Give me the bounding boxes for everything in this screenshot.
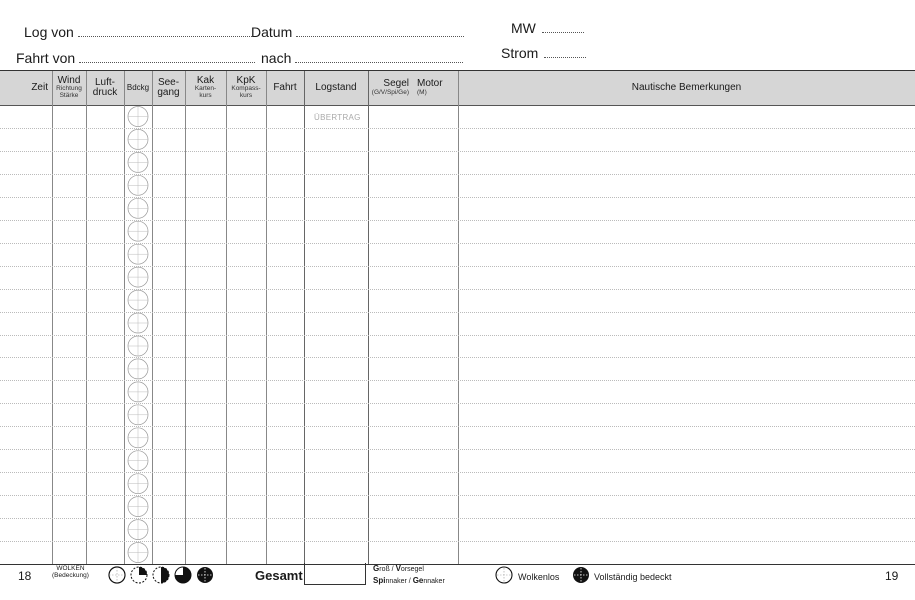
sail-v-abbr: V bbox=[395, 564, 401, 573]
log-von-line bbox=[78, 35, 254, 37]
fahrt-von-line bbox=[79, 61, 255, 63]
col-luft-label1: Luft- bbox=[94, 76, 115, 88]
col-bdckg-label: Bdckg bbox=[126, 82, 150, 92]
cloud-cover-column[interactable] bbox=[124, 105, 152, 564]
sail-legend bbox=[373, 563, 445, 587]
nach-label: nach bbox=[261, 50, 292, 66]
fahrt-von-label: Fahrt von bbox=[16, 50, 76, 66]
cloud-half-icon bbox=[153, 567, 169, 583]
column-divider bbox=[226, 71, 227, 564]
cloud-cover-circle[interactable] bbox=[128, 336, 148, 356]
nach-field[interactable] bbox=[261, 50, 463, 66]
cloud-cover-circle[interactable] bbox=[128, 198, 148, 218]
gesamt-total-box[interactable] bbox=[304, 563, 366, 585]
cloud-cover-circle[interactable] bbox=[128, 107, 148, 127]
cloud-cover-circle[interactable] bbox=[128, 405, 148, 425]
cloud-cover-circle[interactable] bbox=[128, 244, 148, 264]
page-number-left: 18 bbox=[18, 569, 32, 583]
cloud-cover-circle[interactable] bbox=[128, 290, 148, 310]
gesamt-label: Gesamt bbox=[255, 568, 303, 583]
datum-field[interactable] bbox=[251, 24, 464, 40]
cloud-overcast-icon bbox=[197, 567, 213, 583]
col-seegang bbox=[152, 71, 185, 105]
col-luftdruck bbox=[86, 71, 124, 105]
column-divider bbox=[86, 71, 87, 564]
col-kpk-sub2: kurs bbox=[239, 92, 253, 100]
sail-legend-line2 bbox=[373, 575, 445, 587]
sail-gross-text: roß / bbox=[379, 566, 396, 573]
col-segel-sub: (G/V/Spi/Ge) bbox=[371, 88, 409, 96]
cloud-cover-circle[interactable] bbox=[128, 313, 148, 333]
sail-vorsegel-text: orsegel bbox=[400, 566, 424, 573]
cloud-clear-icon bbox=[109, 567, 125, 583]
col-segel-label: Segel bbox=[383, 78, 409, 90]
column-divider bbox=[368, 71, 369, 564]
col-bemerkungen bbox=[458, 71, 915, 105]
col-kak-label: Kak bbox=[196, 74, 215, 86]
col-see-label2: gang bbox=[157, 87, 180, 98]
cloud-cover-circle[interactable] bbox=[128, 543, 148, 563]
cloud-cover-circle[interactable] bbox=[128, 175, 148, 195]
cloud-cover-circle[interactable] bbox=[128, 474, 148, 494]
col-fahrt-label: Fahrt bbox=[273, 81, 297, 93]
col-logstand-label: Logstand bbox=[315, 81, 357, 93]
cloud-cover-circle[interactable] bbox=[128, 428, 148, 448]
col-wind bbox=[52, 71, 86, 105]
column-divider bbox=[458, 71, 459, 564]
nach-line bbox=[295, 61, 463, 63]
col-fahrt bbox=[266, 71, 304, 105]
sail-spi-abbr: Spi bbox=[373, 575, 386, 585]
col-kak-sub2: kurs bbox=[199, 92, 212, 100]
cloud-cover-circle[interactable] bbox=[128, 267, 148, 287]
datum-line bbox=[296, 35, 464, 37]
col-bdckg bbox=[124, 71, 152, 105]
vollstaendig-bedeckt-label: Vollständig bedeckt bbox=[594, 572, 672, 582]
mw-field[interactable] bbox=[511, 20, 584, 36]
column-divider bbox=[152, 71, 153, 564]
sail-legend-line1 bbox=[373, 563, 445, 575]
sail-g-abbr: G bbox=[373, 564, 380, 573]
strom-label: Strom bbox=[501, 45, 539, 61]
column-divider bbox=[266, 71, 267, 564]
cloud-cover-circle[interactable] bbox=[128, 497, 148, 517]
col-kpk-label: KpK bbox=[236, 74, 256, 86]
col-kak bbox=[185, 71, 226, 105]
cloud-cover-circle[interactable] bbox=[128, 382, 148, 402]
col-motor bbox=[414, 71, 458, 105]
col-wind-label: Wind bbox=[57, 74, 81, 86]
cloud-cover-circle[interactable] bbox=[128, 451, 148, 471]
cloud-cover-legend bbox=[108, 566, 214, 584]
col-kak-sub1: Karten- bbox=[194, 85, 217, 93]
col-bemerkungen-label: Nautische Bemerkungen bbox=[631, 81, 742, 93]
column-divider bbox=[304, 71, 305, 564]
wolkenlos-label: Wolkenlos bbox=[518, 572, 560, 582]
uebertrag-label: ÜBERTRAG bbox=[314, 113, 361, 122]
cloud-quarter-icon bbox=[131, 567, 147, 583]
strom-line bbox=[544, 56, 586, 58]
col-motor-sub: (M) bbox=[417, 88, 427, 96]
col-kpk-sub1: Kompass- bbox=[231, 85, 261, 93]
datum-label: Datum bbox=[251, 24, 293, 40]
page-number-right: 19 bbox=[885, 569, 899, 583]
cloud-cover-circle[interactable] bbox=[128, 520, 148, 540]
strom-field[interactable] bbox=[501, 45, 586, 61]
cloud-cover-circle[interactable] bbox=[128, 359, 148, 379]
sail-ge-abbr: Ge bbox=[412, 575, 424, 585]
sail-spinnaker-text: nnaker / bbox=[385, 577, 413, 585]
column-divider bbox=[185, 71, 186, 564]
col-wind-sub1: Richtung bbox=[56, 85, 82, 93]
col-kpk bbox=[226, 71, 266, 105]
col-zeit-label: Zeit bbox=[31, 81, 48, 93]
mw-line bbox=[542, 31, 584, 33]
col-luft-label2: druck bbox=[92, 87, 118, 98]
cloud-three-quarter-icon bbox=[175, 567, 191, 583]
bedeckung-label: (Bedeckung) bbox=[52, 572, 89, 580]
log-table bbox=[0, 70, 915, 565]
col-logstand bbox=[304, 71, 368, 105]
log-von-field[interactable] bbox=[24, 24, 254, 40]
wolken-caption bbox=[52, 565, 89, 579]
wolken-label: WOLKEN bbox=[56, 565, 85, 572]
cloud-cover-circle[interactable] bbox=[128, 152, 148, 172]
cloud-cover-circle[interactable] bbox=[128, 129, 148, 149]
col-motor-label: Motor bbox=[417, 78, 443, 90]
col-segel bbox=[368, 71, 412, 105]
mw-label: MW bbox=[511, 20, 536, 36]
wolkenlos-icon bbox=[495, 566, 513, 584]
column-divider bbox=[52, 71, 53, 564]
col-see-label1: See- bbox=[157, 76, 180, 88]
vollstaendig-bedeckt-icon bbox=[572, 566, 590, 584]
col-wind-sub2: Stärke bbox=[59, 92, 79, 100]
cloud-cover-circle[interactable] bbox=[128, 221, 148, 241]
col-zeit bbox=[0, 71, 52, 105]
sail-gennaker-text: nnaker bbox=[423, 577, 445, 585]
fahrt-von-field[interactable] bbox=[16, 50, 255, 66]
log-von-label: Log von bbox=[24, 24, 74, 40]
